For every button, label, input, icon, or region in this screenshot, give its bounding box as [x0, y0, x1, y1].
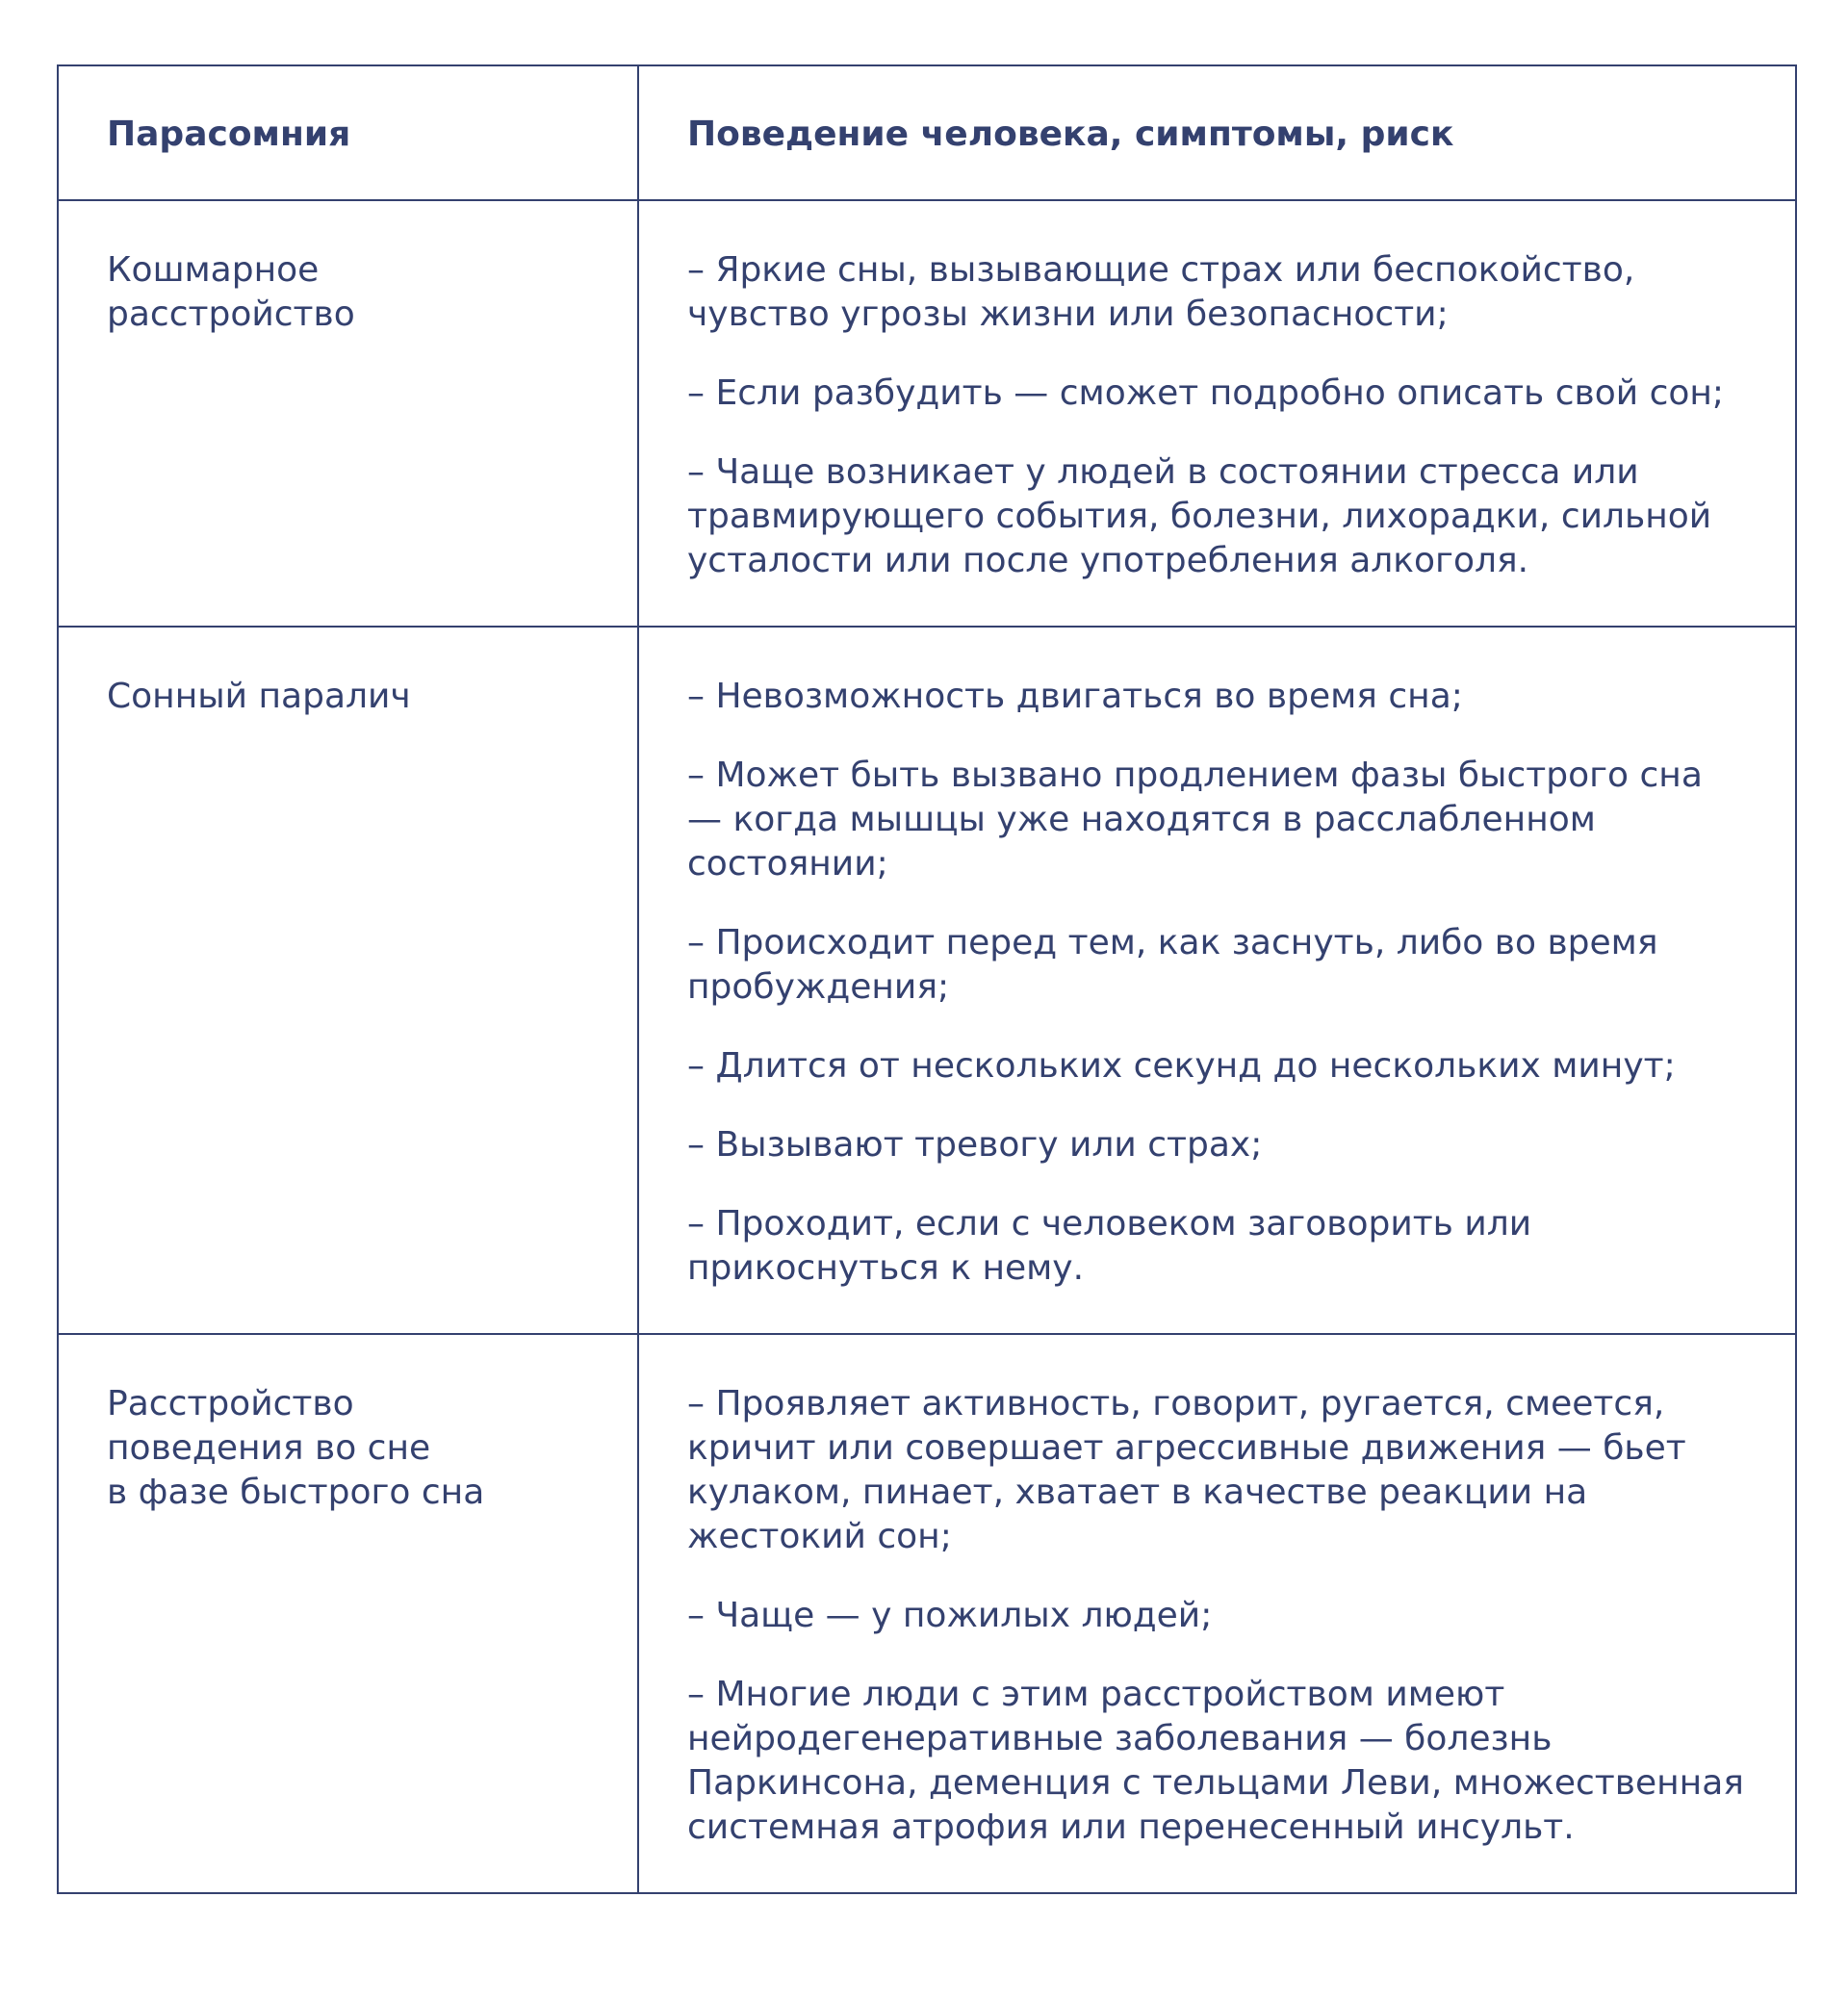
parasomnia-name-line: поведения во сне	[107, 1428, 431, 1468]
symptom-item: – Происходит перед тем, как заснуть, либо во время пробуждения;	[687, 923, 1658, 1007]
symptoms-cell	[638, 1334, 1796, 1893]
symptom-item: – Многие люди с этим расстройством имеют нейродегенеративные заболевания — болезнь Паркинсона, деменция с тельцами Леви, множественная системная атрофия или перенесенный инсульт.	[687, 1675, 1744, 1847]
table-header-row	[58, 65, 1796, 200]
parasomnia-name-cell	[58, 1334, 638, 1893]
symptom-item: – Проявляет активность, говорит, ругается, смеется, кричит или совершает агрессивные движения — бьет кулаком, пинает, хватает в качестве реакции на жестокий сон;	[687, 1384, 1686, 1556]
symptom-item: – Чаще — у пожилых людей;	[687, 1596, 1213, 1635]
header-behavior-symptoms-risk: Поведение человека, симптомы, риск	[638, 65, 1796, 200]
table-row	[58, 1334, 1796, 1893]
header-parasomnia: Парасомния	[58, 65, 638, 200]
parasomnia-name-line: в фазе быстрого сна	[107, 1473, 485, 1512]
symptoms-cell	[638, 200, 1796, 627]
parasomnia-name-line: расстройство	[107, 295, 355, 334]
symptom-item: – Невозможность двигаться во время сна;	[687, 677, 1463, 716]
parasomnia-name-line: Сонный паралич	[107, 677, 411, 716]
symptoms-cell	[638, 627, 1796, 1334]
parasomnia-name-line: Расстройство	[107, 1384, 354, 1423]
parasomnia-name-cell	[58, 200, 638, 627]
symptom-item: – Может быть вызвано продлением фазы быстрого сна — когда мышцы уже находятся в расслабленном состоянии;	[687, 756, 1703, 884]
symptom-item: – Яркие сны, вызывающие страх или беспокойство, чувство угрозы жизни или безопасности;	[687, 250, 1635, 334]
symptom-item: – Проходит, если с человеком заговорить или прикоснуться к нему.	[687, 1204, 1532, 1288]
table-row	[58, 200, 1796, 627]
symptom-item: – Чаще возникает у людей в состоянии стресса или травмирующего события, болезни, лихорадки, сильной усталости или после употребления алкоголя.	[687, 452, 1712, 580]
parasomnia-table-container	[57, 64, 1795, 1894]
symptom-item: – Вызывают тревогу или страх;	[687, 1125, 1263, 1165]
symptom-item: – Если разбудить — сможет подробно описать свой сон;	[687, 373, 1725, 413]
symptom-item: – Длится от нескольких секунд до нескольких минут;	[687, 1046, 1676, 1086]
parasomnia-table	[57, 64, 1797, 1894]
table-row	[58, 627, 1796, 1334]
parasomnia-name-cell	[58, 627, 638, 1334]
parasomnia-name-line: Кошмарное	[107, 250, 320, 290]
